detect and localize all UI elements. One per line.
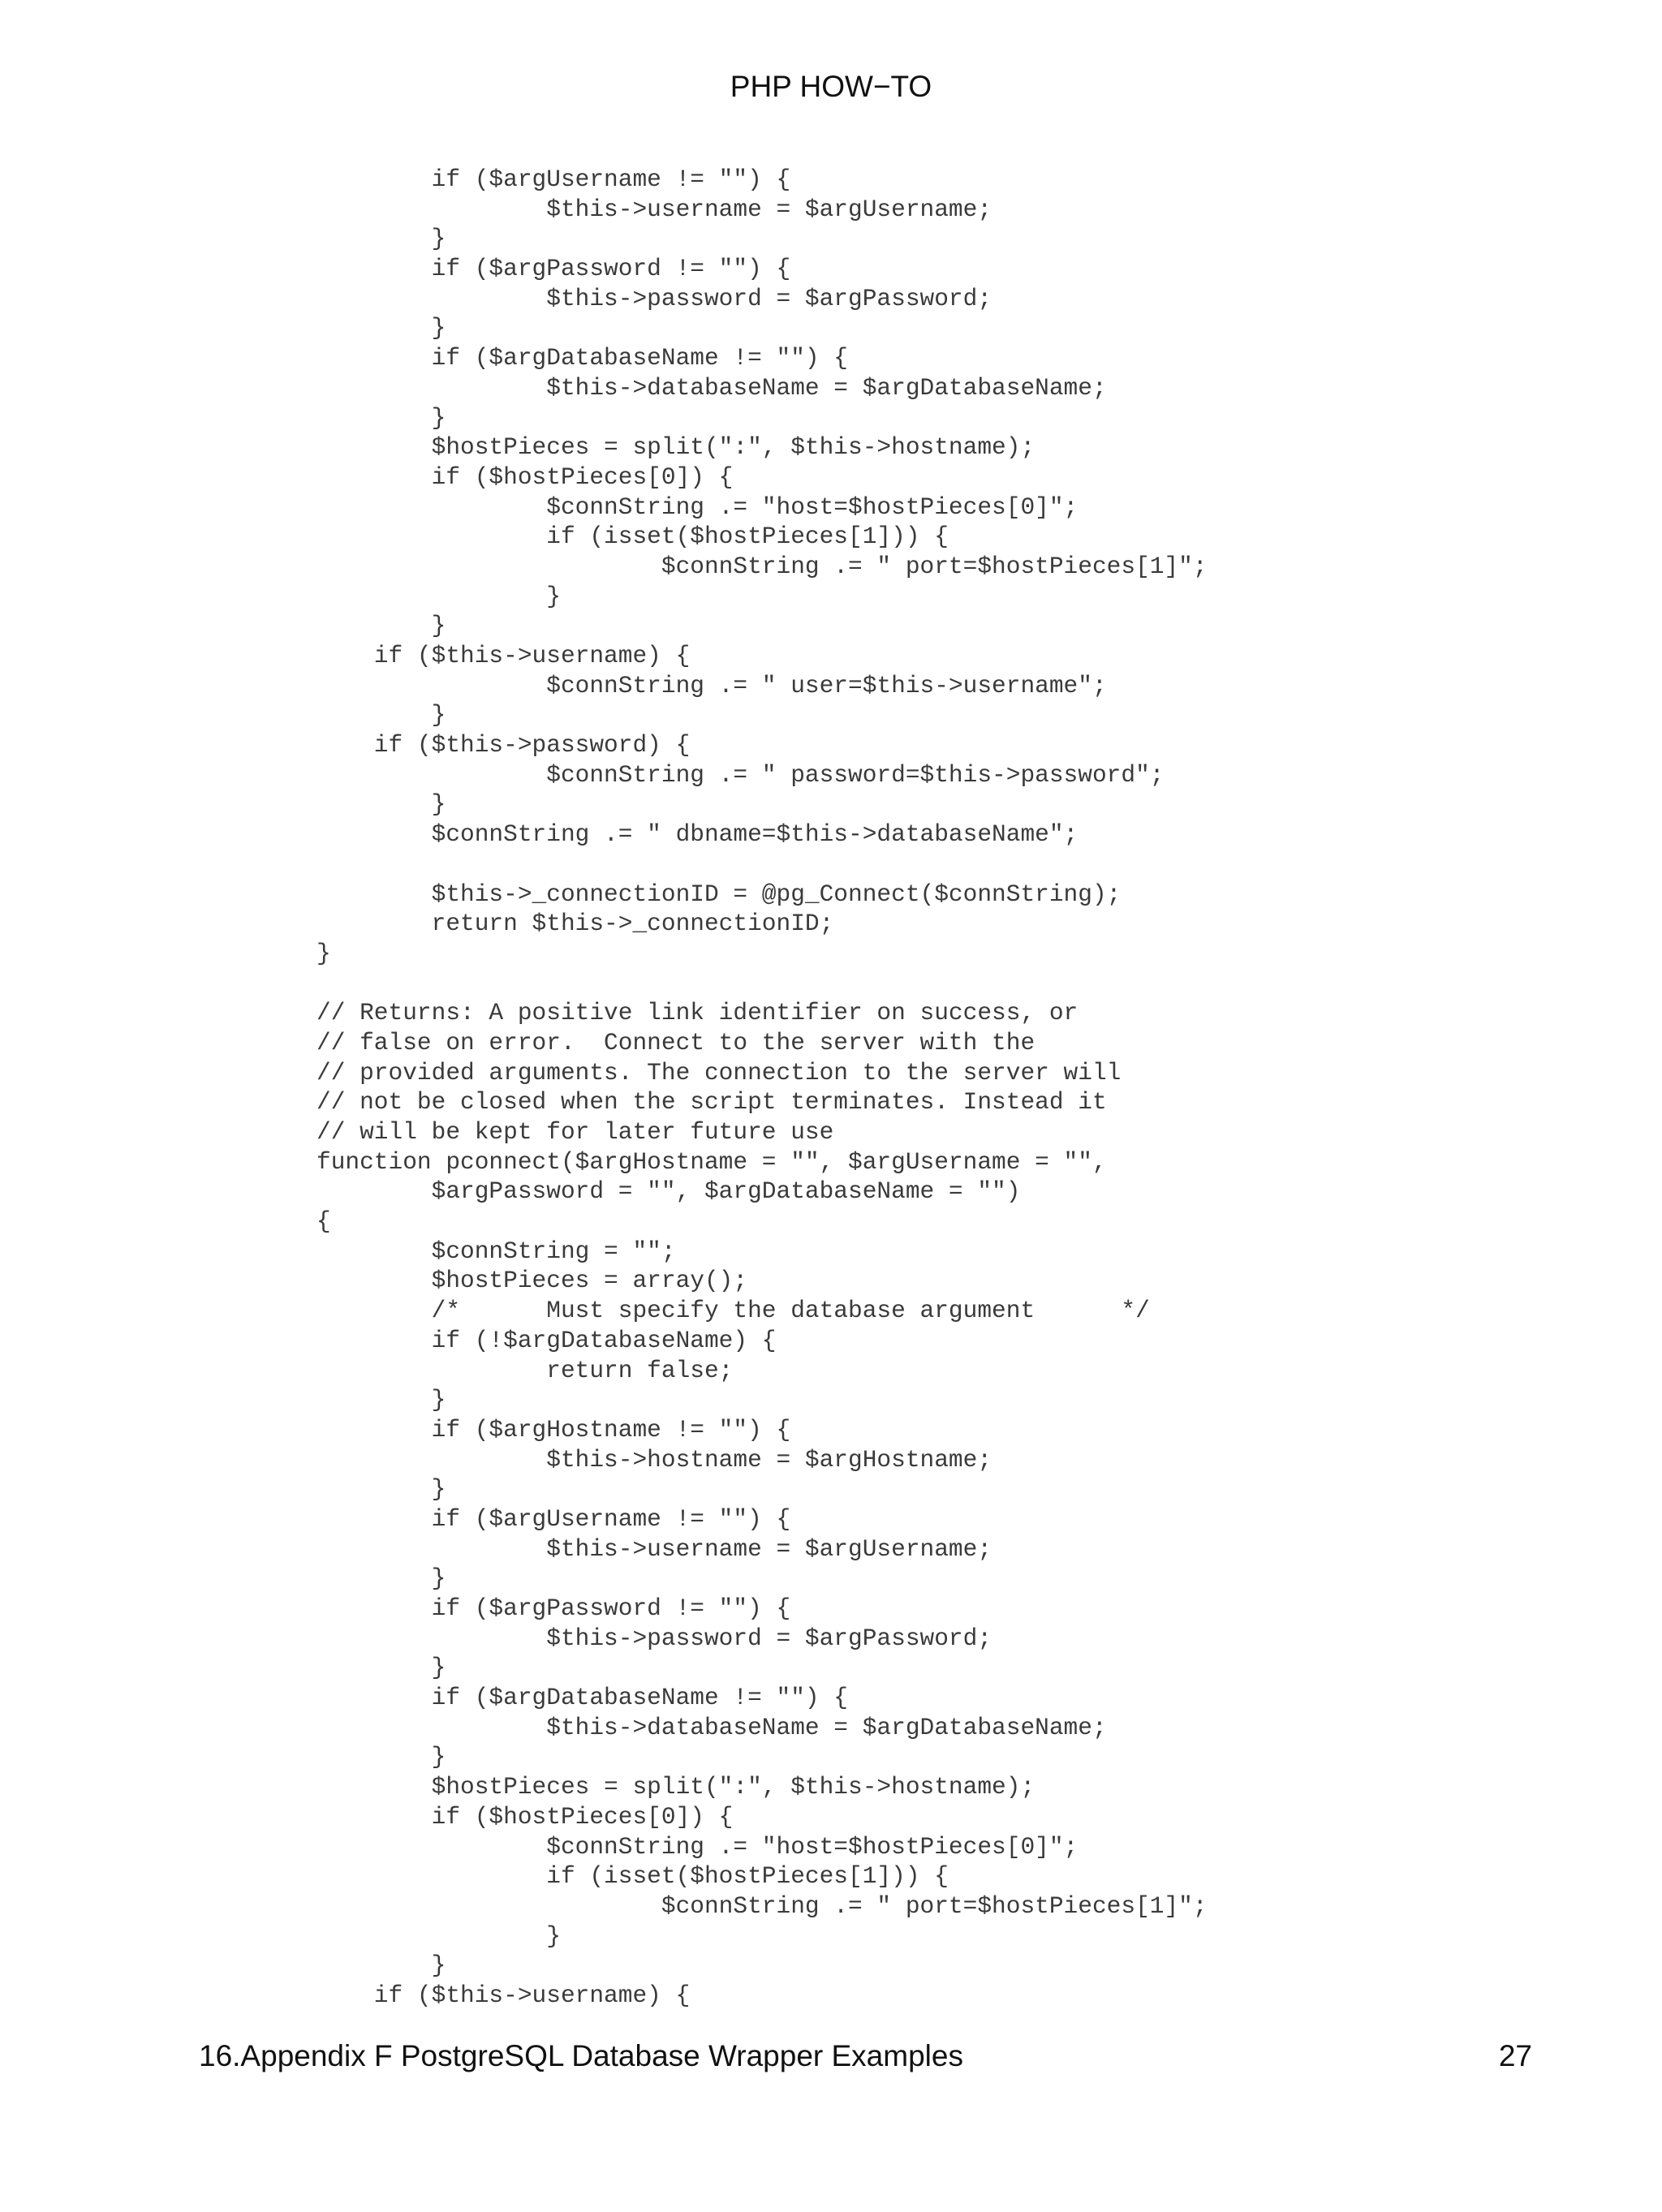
code-line: if ($argPassword != "") { xyxy=(316,1594,791,1622)
code-line: } xyxy=(316,1386,446,1414)
code-line: $this->databaseName = $argDatabaseName; xyxy=(316,1713,1107,1741)
code-line: // false on error. Connect to the server with the xyxy=(316,1028,1036,1057)
code-line: if ($hostPieces[0]) { xyxy=(316,463,734,491)
code-line: $this->hostname = $argHostname; xyxy=(316,1445,992,1474)
code-line: $connString .= "host=$hostPieces[0]"; xyxy=(316,493,1079,521)
code-line: return false; xyxy=(316,1356,734,1384)
code-line: $connString .= " user=$this->username"; xyxy=(316,671,1107,699)
code-line: // Returns: A positive link identifier on success, or xyxy=(316,999,1079,1027)
code-line: $this->username = $argUsername; xyxy=(316,1534,992,1563)
code-line: if ($this->username) { xyxy=(316,1981,691,2009)
code-line: $connString .= "host=$hostPieces[0]"; xyxy=(316,1832,1079,1861)
code-line: if ($argPassword != "") { xyxy=(316,255,791,283)
code-line: // provided arguments. The connection to the server will xyxy=(316,1058,1122,1087)
code-line: $hostPieces = array(); xyxy=(316,1267,748,1295)
code-line: } xyxy=(316,790,446,819)
code-listing xyxy=(316,165,1208,2011)
footer-page-number: 27 xyxy=(1498,2039,1532,2072)
code-line: function pconnect($argHostname = "", $argUsername = "", xyxy=(316,1147,1107,1176)
code-line: if ($argDatabaseName != "") { xyxy=(316,1684,849,1712)
code-line: $argPassword = "", $argDatabaseName = "") xyxy=(316,1177,1021,1206)
code-line: } xyxy=(316,612,446,640)
code-line: $this->_connectionID = @pg_Connect($connString); xyxy=(316,880,1122,908)
code-line xyxy=(316,969,1208,999)
code-line: $hostPieces = split(":", $this->hostname); xyxy=(316,433,1036,462)
code-line: $connString = ""; xyxy=(316,1237,676,1265)
code-line: $connString .= " password=$this->password"; xyxy=(316,760,1165,789)
code-line: } xyxy=(316,1654,446,1682)
code-line: $connString .= " port=$hostPieces[1]"; xyxy=(316,1891,1208,1920)
code-line: if ($hostPieces[0]) { xyxy=(316,1802,734,1831)
code-line: } xyxy=(316,403,446,432)
code-line: } xyxy=(316,582,561,610)
code-line: } xyxy=(316,1952,446,1980)
code-line: $this->password = $argPassword; xyxy=(316,284,992,312)
code-line: if (!$argDatabaseName) { xyxy=(316,1326,777,1354)
code-line: $this->username = $argUsername; xyxy=(316,195,992,223)
code-line: if (isset($hostPieces[1])) { xyxy=(316,523,949,551)
code-line: if ($argUsername != "") { xyxy=(316,166,791,193)
code-line: } xyxy=(316,314,446,342)
code-line xyxy=(316,850,1208,880)
code-line: } xyxy=(316,1743,446,1771)
code-line: if ($this->username) { xyxy=(316,642,691,669)
code-line: // not be closed when the script terminates. Instead it xyxy=(316,1088,1107,1117)
code-line: { xyxy=(316,1207,331,1236)
code-line: return $this->_connectionID; xyxy=(316,910,834,938)
code-line: // will be kept for later future use xyxy=(316,1118,834,1146)
code-line: if ($argDatabaseName != "") { xyxy=(316,344,849,372)
code-line: $connString .= " dbname=$this->databaseName"; xyxy=(316,820,1079,849)
code-line: $connString .= " port=$hostPieces[1]"; xyxy=(316,552,1208,580)
code-line: /* Must specify the database argument */ xyxy=(316,1297,1150,1325)
code-line: if ($argHostname != "") { xyxy=(316,1415,791,1444)
footer-section-title: 16.Appendix F PostgreSQL Database Wrapper Examples xyxy=(199,2039,963,2072)
code-line: $hostPieces = split(":", $this->hostname); xyxy=(316,1773,1036,1801)
code-line: } xyxy=(316,701,446,729)
code-line: } xyxy=(316,939,331,967)
code-line: $this->databaseName = $argDatabaseName; xyxy=(316,373,1107,402)
code-line: if ($this->password) { xyxy=(316,731,691,760)
code-line: if (isset($hostPieces[1])) { xyxy=(316,1862,949,1891)
code-line: $this->password = $argPassword; xyxy=(316,1624,992,1652)
code-line: } xyxy=(316,1922,561,1950)
page-header: PHP HOW−TO xyxy=(730,70,932,103)
code-line: } xyxy=(316,225,446,253)
code-line: } xyxy=(316,1564,446,1593)
code-line: if ($argUsername != "") { xyxy=(316,1504,791,1533)
code-line: } xyxy=(316,1475,446,1504)
